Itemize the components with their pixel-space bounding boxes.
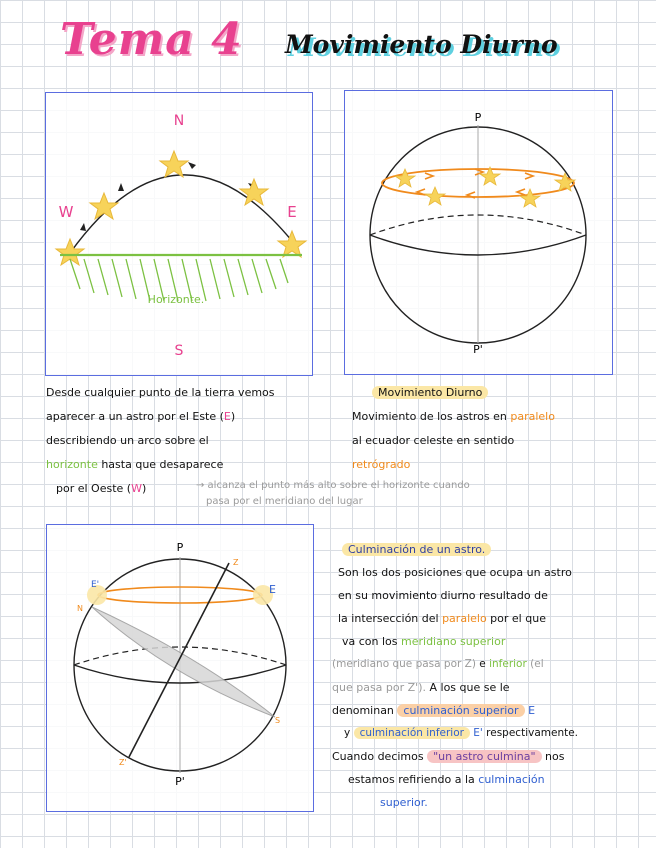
note3-heading: Culminación de un astro.: [342, 543, 491, 556]
aside-line1: → alcanza el punto más alto sobre el horizonte cuando: [196, 480, 470, 491]
diagram-sky-arc-panel: [45, 92, 313, 376]
label-pole-top: P: [474, 111, 482, 124]
label-east: E: [287, 203, 297, 221]
note3-line5: (meridiano que pasa por Z) e inferior (el: [332, 658, 544, 670]
note3-meridiano-superior: meridiano superior: [401, 635, 506, 648]
label-c-pole-top: P: [176, 541, 184, 554]
horizon-label: Horizonte.: [147, 293, 205, 306]
note2-line1: Movimiento de los astros en paralelo: [352, 410, 555, 423]
star-positions: [56, 151, 306, 265]
note3-line1: Son los dos posiciones que ocupa un astro: [338, 566, 572, 579]
note2-paralelo: paralelo: [510, 410, 555, 423]
title-sub: Movimiento Diurno: [285, 30, 558, 59]
label-e: E: [269, 583, 276, 596]
label-c-pole-bottom: P': [175, 775, 185, 788]
label-north: N: [173, 113, 185, 129]
aside-line2: pasa por el meridiano del lugar: [206, 496, 363, 507]
note3-line7: denominan culminación superior E: [332, 704, 536, 717]
note2-retrogrado: retrógrado: [352, 458, 411, 471]
note1-line2: aparecer a un astro por el Este (E): [46, 410, 236, 423]
note-sky-arc-aside: [196, 478, 616, 510]
note3-line8: y culminación inferior E' respectivamente.: [344, 727, 579, 739]
note3-culminacion: culminación: [478, 773, 545, 786]
diagram-diurnal-sphere-panel: [344, 90, 613, 375]
title-main: Tema 4: [60, 14, 243, 65]
note-diurnal-motion: [352, 381, 632, 477]
note1-horizonte: horizonte: [46, 458, 98, 471]
label-west: W: [58, 203, 74, 221]
note1-line4: horizonte hasta que desaparece: [46, 458, 224, 471]
label-z-prime: Z': [119, 758, 127, 767]
c-vertical-axis: [129, 563, 229, 757]
note3-quote: "un astro culmina": [427, 750, 541, 763]
note1-east: E: [223, 410, 231, 423]
note2-line3: [352, 453, 632, 477]
note3-line10: estamos refiriendo a la culminación: [348, 773, 545, 786]
diagram-culmination: [47, 525, 313, 811]
note2-heading: Movimiento Diurno: [372, 386, 488, 399]
note3-line2: en su movimiento diurno resultado de: [338, 589, 548, 602]
label-south: S: [174, 343, 184, 359]
note1-line5: por el Oeste (W): [56, 482, 147, 495]
note3-line6: que pasa por Z'). A los que se le: [332, 681, 510, 694]
note3-line11: superior.: [380, 796, 428, 809]
note3-line4: va con los meridiano superior: [342, 635, 506, 648]
note3-line9: Cuando decimos "un astro culmina" nos: [332, 750, 565, 763]
label-pole-bottom: P': [473, 343, 483, 356]
diagram-diurnal-sphere: [345, 91, 612, 374]
note2-line2: al ecuador celeste en sentido: [352, 434, 515, 447]
note1-line3: describiendo un arco sobre el: [46, 434, 209, 447]
diagram-culmination-panel: [46, 524, 314, 812]
label-e-prime: E': [91, 580, 100, 590]
note3-culm-inferior: culminación inferior: [354, 727, 470, 739]
note3-line3: la intersección del paralelo por el que: [338, 612, 546, 625]
label-z: Z: [233, 558, 239, 567]
note3-culm-superior: culminación superior: [397, 704, 524, 717]
label-s: S: [275, 716, 281, 725]
label-n: N: [77, 604, 83, 613]
diagram-sky-arc: [46, 93, 312, 375]
note1-west: W: [131, 482, 142, 495]
note3-inferior: inferior: [489, 658, 527, 670]
note3-paralelo: paralelo: [442, 612, 487, 625]
note1-line1: Desde cualquier punto de la tierra vemos: [46, 386, 275, 399]
c-horizon-plane: [92, 607, 275, 717]
note-culmination: [332, 538, 650, 814]
